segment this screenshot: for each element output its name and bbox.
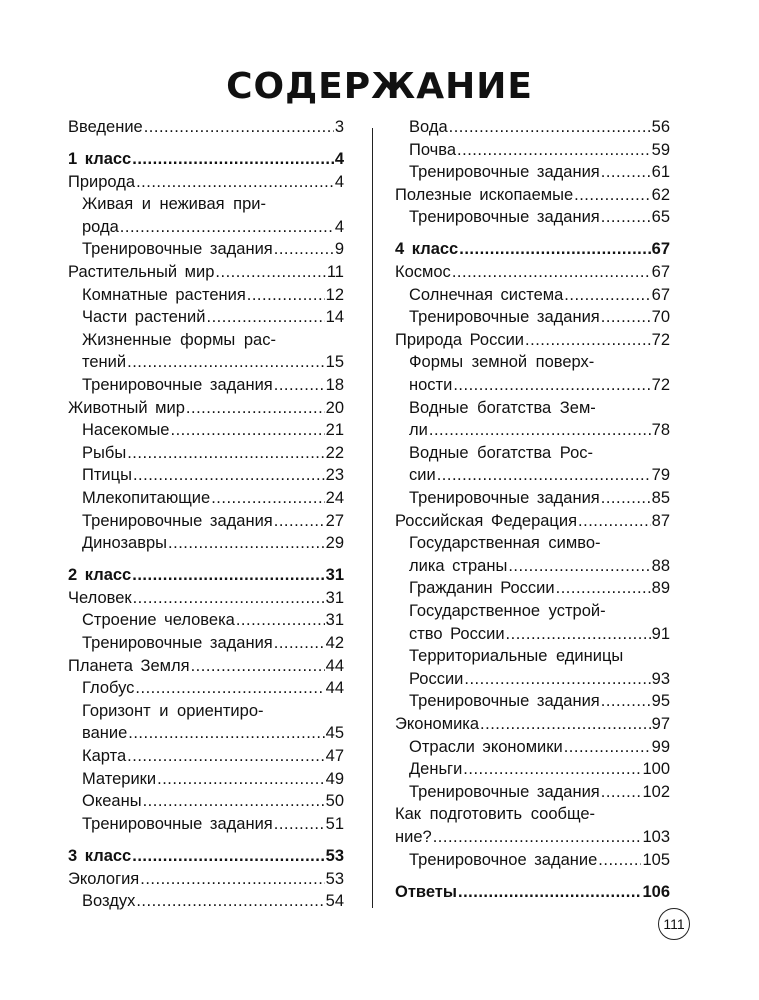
- toc-page-number: 4: [334, 217, 344, 236]
- toc-entry-title: Российская Федерация: [395, 511, 578, 530]
- toc-entry-title-line: Горизонт и ориентиро-: [82, 701, 264, 720]
- dot-leader: [135, 677, 324, 700]
- toc-entry: [68, 813, 344, 836]
- toc-column-right: [395, 116, 670, 903]
- toc-entry: [68, 655, 344, 678]
- toc-page-number: 22: [325, 443, 344, 462]
- toc-page-number: 12: [325, 285, 344, 304]
- toc-page-number: 105: [642, 850, 670, 869]
- toc-entry: [68, 510, 344, 533]
- toc-entry: [68, 868, 344, 891]
- toc-entry: [68, 790, 344, 813]
- toc-page-number: 4: [334, 172, 344, 191]
- toc-entry-title: Части растений: [82, 308, 206, 327]
- toc-entry: [68, 442, 344, 465]
- toc-entry-title: Тренировочные задания: [409, 208, 600, 227]
- toc-section-heading: [395, 238, 670, 261]
- toc-page-number: 4: [334, 150, 344, 169]
- toc-page-number: 67: [651, 285, 670, 304]
- toc-section-heading: [68, 564, 344, 587]
- toc-entry-title: Динозавры: [82, 534, 168, 553]
- toc-page-number: 85: [651, 489, 670, 507]
- toc-entry-title: Введение: [68, 118, 143, 136]
- dot-leader: [433, 826, 642, 849]
- toc-entry: [395, 713, 670, 736]
- dot-leader: [170, 419, 324, 442]
- toc-page-number: 54: [325, 892, 344, 911]
- toc-entry-title-line: Живая и неживая при-: [82, 195, 266, 214]
- toc-page-number: 50: [325, 792, 344, 811]
- dot-leader: [247, 284, 325, 307]
- dot-leader: [453, 374, 650, 397]
- dot-leader: [206, 306, 324, 329]
- toc-page-number: 99: [651, 737, 670, 756]
- toc-entry-title: Материки: [82, 769, 157, 788]
- toc-entry-title: 3 класс: [68, 846, 132, 865]
- column-divider: [372, 128, 373, 908]
- toc-page-number: 102: [642, 782, 670, 801]
- toc-entry: [68, 487, 344, 510]
- dot-leader: [556, 577, 651, 600]
- toc-entry-title: Тренировочные задания: [409, 489, 600, 507]
- dot-leader: [215, 261, 325, 284]
- toc-page-number: 103: [642, 827, 670, 846]
- dot-leader: [140, 868, 324, 891]
- dot-leader: [464, 668, 650, 691]
- dot-leader: [274, 632, 325, 655]
- toc-entry-title: Тренировочные задания: [82, 511, 273, 530]
- toc-entry-title-line: Государственное устрой-: [409, 601, 606, 620]
- toc-entry: [68, 419, 344, 442]
- toc-entry: [395, 464, 670, 487]
- toc-page-number: 72: [651, 330, 670, 349]
- dot-leader: [457, 139, 651, 162]
- toc-page-number: 62: [651, 185, 670, 204]
- page-number: 111: [658, 908, 690, 940]
- toc-entry: [68, 306, 344, 329]
- dot-leader: [211, 487, 324, 510]
- toc-entry: [395, 510, 670, 533]
- toc-page-number: 88: [651, 556, 670, 575]
- toc-entry: [395, 758, 670, 781]
- toc-entry-title: Животный мир: [68, 398, 185, 417]
- toc-entry: [395, 329, 670, 352]
- toc-entry-title: Млекопитающие: [82, 489, 211, 507]
- toc-entry: [68, 238, 344, 261]
- toc-entry: [68, 261, 344, 284]
- dot-leader: [601, 161, 651, 184]
- dot-leader: [274, 374, 325, 397]
- toc-entry-title: Солнечная система: [409, 285, 564, 304]
- toc-entry: [68, 374, 344, 397]
- toc-page-number: 79: [651, 466, 670, 485]
- toc-page-number: 9: [334, 240, 344, 259]
- dot-leader: [157, 768, 325, 791]
- dot-leader: [508, 555, 650, 578]
- toc-entry-title: 2 класс: [68, 566, 132, 585]
- toc-entry: [68, 216, 344, 239]
- toc-entry: [68, 464, 344, 487]
- toc-entry-title-line: Водные богатства Зем-: [409, 398, 596, 417]
- toc-page-number: 53: [325, 869, 344, 888]
- toc-page-number: 78: [651, 421, 670, 440]
- toc-page-number: 47: [325, 747, 344, 766]
- toc-page-number: 87: [651, 511, 670, 530]
- toc-entry-title: Насекомые: [82, 421, 170, 440]
- dot-leader: [574, 184, 651, 207]
- toc-entry: [395, 668, 670, 691]
- toc-entry-title: Деньги: [409, 760, 463, 779]
- dot-leader: [128, 722, 324, 745]
- toc-entry-title: Вода: [409, 118, 448, 136]
- toc-entry-title: Птицы: [82, 466, 132, 485]
- toc-page-number: 53: [325, 846, 344, 865]
- toc-entry-title: Тренировочные задания: [409, 308, 600, 327]
- dot-leader: [132, 564, 324, 587]
- toc-entry: [395, 261, 670, 284]
- dot-leader: [274, 813, 325, 836]
- toc-entry-title: лика страны: [409, 556, 508, 575]
- toc-page-number: 24: [325, 489, 344, 507]
- toc-entry-title: Тренировочные задания: [409, 163, 600, 182]
- toc-entry-title: Тренировочные задания: [82, 634, 273, 653]
- toc-entry-title-line: Территориальные единицы: [409, 647, 624, 666]
- toc-entry-title: Отрасли экономики: [409, 737, 563, 756]
- dot-leader: [463, 758, 641, 781]
- toc-entry: [395, 306, 670, 329]
- dot-leader: [133, 464, 325, 487]
- toc-entry-title-line: Формы земной поверх-: [409, 353, 595, 372]
- toc-page-number: 3: [334, 118, 344, 136]
- toc-entry-title-line: Жизненные формы рас-: [82, 330, 276, 349]
- toc-page-number: 44: [325, 679, 344, 698]
- toc-page-number: 67: [651, 263, 670, 282]
- toc-entry: [395, 849, 670, 872]
- toc-entry: [68, 745, 344, 768]
- dot-leader: [601, 306, 651, 329]
- toc-entry-title: Океаны: [82, 792, 142, 811]
- toc-entry-title: Растительный мир: [68, 263, 215, 282]
- toc-entry: [68, 397, 344, 420]
- toc-page-number: 14: [325, 308, 344, 327]
- toc-entry-title: Тренировочные задания: [82, 376, 273, 395]
- toc-entry-title: Полезные ископаемые: [395, 185, 574, 204]
- toc-entry-title: Глобус: [82, 679, 135, 698]
- toc-entry-title: тений: [82, 353, 127, 372]
- toc-entry: [68, 587, 344, 610]
- toc-entry-title: Карта: [82, 747, 127, 766]
- toc-entry-title: Тренировочное задание: [409, 850, 598, 869]
- toc-entry-title: ние?: [395, 827, 432, 846]
- toc-page-number: 31: [325, 566, 344, 585]
- toc-entry-title: вание: [82, 724, 128, 743]
- toc-entry: [395, 184, 670, 207]
- toc-entry: [395, 487, 670, 510]
- dot-leader: [168, 532, 325, 555]
- dot-leader: [186, 397, 325, 420]
- toc-entry: [395, 284, 670, 307]
- dot-leader: [578, 510, 651, 533]
- dot-leader: [525, 329, 651, 352]
- toc-entry: [68, 722, 344, 745]
- toc-page-number: 49: [325, 769, 344, 788]
- toc-entry: [395, 690, 670, 713]
- toc-entry-title: ли: [409, 421, 428, 440]
- dot-leader: [143, 790, 325, 813]
- toc-entry: [395, 736, 670, 759]
- toc-page-number: 27: [325, 511, 344, 530]
- dot-leader: [429, 419, 651, 442]
- toc-entry-title-line: Как подготовить сообще-: [395, 805, 596, 824]
- toc-entry-title: Экономика: [395, 714, 480, 733]
- toc-entry: [395, 116, 670, 139]
- toc-entry-title: России: [409, 669, 464, 688]
- toc-entry: [68, 351, 344, 374]
- toc-entry: [395, 781, 670, 804]
- toc-page-number: 89: [651, 579, 670, 598]
- dot-leader: [506, 623, 651, 646]
- dot-leader: [601, 690, 651, 713]
- toc-entry-title: Ответы: [395, 882, 457, 901]
- toc-entry-title: 4 класс: [395, 240, 459, 259]
- toc-entry: [68, 632, 344, 655]
- page-title: СОДЕРЖАНИЕ: [226, 66, 533, 107]
- toc-page-number: 23: [325, 466, 344, 485]
- dot-leader: [601, 206, 651, 229]
- toc-entry: [395, 206, 670, 229]
- toc-page-number: 56: [651, 118, 670, 136]
- toc-entry: [395, 577, 670, 600]
- dot-leader: [480, 713, 651, 736]
- toc-entry-title: Тренировочные задания: [409, 692, 600, 711]
- toc-entry: [395, 161, 670, 184]
- dot-leader: [127, 442, 324, 465]
- dot-leader: [449, 116, 651, 139]
- toc-page-number: 15: [325, 353, 344, 372]
- toc-entry: [395, 139, 670, 162]
- toc-entry: [395, 826, 670, 849]
- toc-entry-title: ности: [409, 376, 453, 395]
- toc-page-number: 45: [325, 724, 344, 743]
- toc-page-number: 42: [325, 634, 344, 653]
- dot-leader: [236, 609, 325, 632]
- dot-leader: [274, 510, 325, 533]
- toc-page-number: 51: [325, 814, 344, 833]
- toc-entry: [68, 768, 344, 791]
- toc-page-number: 59: [651, 140, 670, 159]
- toc-page-number: 61: [651, 163, 670, 182]
- dot-leader: [437, 464, 651, 487]
- dot-leader: [458, 881, 641, 904]
- toc-page-number: 93: [651, 669, 670, 688]
- dot-leader: [564, 736, 651, 759]
- dot-leader: [452, 261, 651, 284]
- dot-leader: [601, 781, 642, 804]
- toc-entry: [68, 116, 344, 139]
- toc-entry-title: Космос: [395, 263, 451, 282]
- toc-entry-title: сии: [409, 466, 436, 485]
- toc-entry-title: Планета Земля: [68, 656, 190, 675]
- dot-leader: [136, 890, 324, 913]
- toc-page-number: 97: [651, 714, 670, 733]
- toc-entry: [395, 555, 670, 578]
- toc-entry-title: Строение человека: [82, 611, 235, 630]
- toc-page-number: 31: [325, 588, 344, 607]
- toc-page-number: 70: [651, 308, 670, 327]
- dot-leader: [459, 238, 650, 261]
- toc-page-number: 21: [325, 421, 344, 440]
- toc-entry-title: Человек: [68, 588, 132, 607]
- toc-entry: [395, 623, 670, 646]
- toc-entry-title: рода: [82, 217, 119, 236]
- toc-entry-title: Природа России: [395, 330, 525, 349]
- toc-page-number: 95: [651, 692, 670, 711]
- toc-page-number: 100: [642, 760, 670, 779]
- dot-leader: [191, 655, 325, 678]
- toc-page-number: 67: [651, 240, 670, 259]
- toc-entry: [68, 890, 344, 913]
- toc-entry-title: Комнатные растения: [82, 285, 246, 304]
- toc-entry: [68, 532, 344, 555]
- dot-leader: [136, 171, 334, 194]
- toc-entry-title: Тренировочные задания: [82, 814, 273, 833]
- toc-entry: [68, 284, 344, 307]
- dot-leader: [598, 849, 641, 872]
- toc-entry-title: 1 класс: [68, 150, 132, 169]
- toc-column-left: [68, 116, 344, 913]
- dot-leader: [127, 351, 325, 374]
- toc-entry-title: Почва: [409, 140, 457, 159]
- dot-leader: [144, 116, 334, 139]
- toc-entry-title: Тренировочные задания: [409, 782, 600, 801]
- dot-leader: [274, 238, 334, 261]
- toc-page-number: 72: [651, 376, 670, 395]
- toc-page-number: 20: [325, 398, 344, 417]
- toc-entry-title: Воздух: [82, 892, 136, 911]
- toc-page-number: 91: [651, 624, 670, 643]
- dot-leader: [133, 587, 325, 610]
- toc-entry-title: Тренировочные задания: [82, 240, 273, 259]
- toc-page-number: 11: [326, 263, 344, 282]
- toc-entry: [395, 374, 670, 397]
- toc-entry: [68, 677, 344, 700]
- dot-leader: [601, 487, 651, 510]
- toc-page-number: 29: [325, 534, 344, 553]
- toc-section-heading: [68, 148, 344, 171]
- dot-leader: [564, 284, 650, 307]
- dot-leader: [127, 745, 324, 768]
- toc-entry: [68, 609, 344, 632]
- toc-page-number: 44: [325, 656, 344, 675]
- toc-entry: [395, 419, 670, 442]
- toc-section-heading: [395, 881, 670, 904]
- toc-page-number: 31: [325, 611, 344, 630]
- toc-entry-title-line: Водные богатства Рос-: [409, 443, 593, 462]
- dot-leader: [120, 216, 334, 239]
- toc-entry-title: Гражданин России: [409, 579, 555, 598]
- toc-entry-title: Природа: [68, 172, 136, 191]
- toc-entry-title: ство России: [409, 624, 505, 643]
- toc-section-heading: [68, 845, 344, 868]
- dot-leader: [132, 845, 324, 868]
- toc-page-number: 18: [325, 376, 344, 395]
- toc-page-number: 65: [651, 208, 670, 227]
- toc-entry-title: Рыбы: [82, 443, 127, 462]
- dot-leader: [132, 148, 334, 171]
- toc-entry: [68, 171, 344, 194]
- toc-page-number: 106: [642, 882, 670, 901]
- toc-entry-title: Экология: [68, 869, 140, 888]
- toc-entry-title-line: Государственная симво-: [409, 534, 601, 553]
